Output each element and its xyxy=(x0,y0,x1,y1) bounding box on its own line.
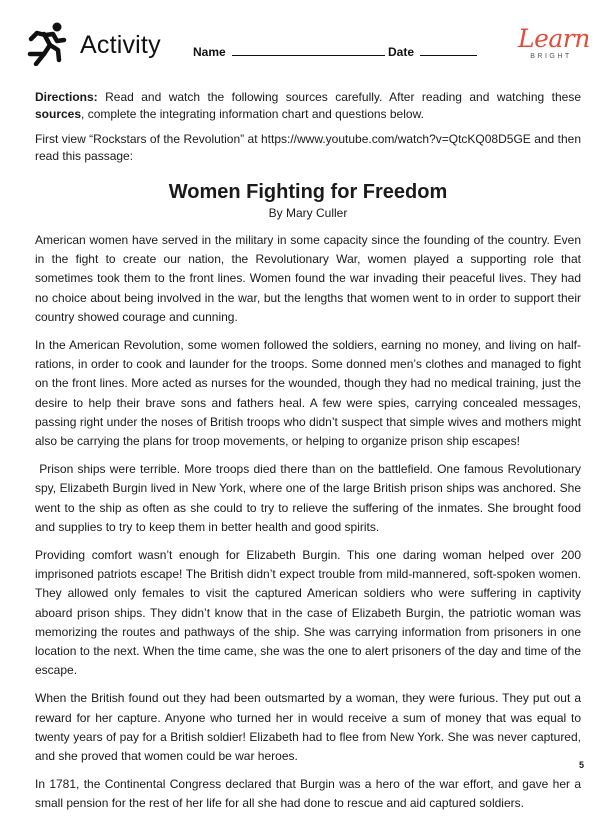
first-view-instruction: First view “Rockstars of the Revolution” at https://www.youtube.com/watch?v=QtcKQ08D5GE and then read this passage: xyxy=(35,132,581,163)
name-blank-line[interactable] xyxy=(232,45,385,56)
page-content xyxy=(35,89,581,823)
passage-paragraph-1: American women have served in the military in some capacity since the founding of the country. Even in the fight to create our nation, the Revolutionary War, women played a supporting role that sometimes took them to the front lines. Women found the war invading their peaceful lives. They had no choice about being involved in the war, but the lengths that women went to in order to support their country showed courage and cunning. xyxy=(35,233,581,324)
passage-title: Women Fighting for Freedom xyxy=(168,181,448,203)
directions-text-1: Read and watch the following sources carefully. After reading and watching these xyxy=(97,90,581,104)
directions-highlight: sources xyxy=(35,106,82,121)
passage-paragraph-5: When the British found out they had been outsmarted by a woman, they were furious. They put out a reward for her capture. Anyone who turned her in would receive a sum of money that was equal to twenty years of pay for a British soldier! Elizabeth had to flee from New York. She was never captured, and she proved that women could be war heroes. xyxy=(35,691,581,764)
date-blank-line[interactable] xyxy=(420,45,477,56)
page-number: 5 xyxy=(578,760,584,770)
name-label: Name xyxy=(193,45,226,59)
date-field xyxy=(388,45,477,59)
logo-learn-text: Learn xyxy=(518,24,590,53)
name-field xyxy=(193,45,385,59)
logo-bright-text: BRIGHT xyxy=(530,53,572,60)
passage-paragraph-2: In the American Revolution, some women followed the soldiers, earning no money, and living on half-rations, in order to cook and launder for the troops. Some donned men’s clothes and managed to fight on the front lines. More acted as nurses for the wounded, though they had no medical training, just the desire to help their brave sons and fathers heal. A few were spies, carrying concealed messages, passing right under the noses of British troops who didn’t suspect that simple wives and mothers might also be carrying the plans for troop movements, or helping to organize prison ship escapes! xyxy=(35,338,581,449)
learn-bright-logo xyxy=(518,24,590,60)
directions-text-2: , complete the integrating information chart and questions below. xyxy=(81,106,424,121)
page-header xyxy=(0,0,612,80)
directions xyxy=(35,89,581,122)
activity-title: Activity xyxy=(80,31,161,59)
running-person-icon xyxy=(24,20,74,66)
date-label: Date xyxy=(388,45,415,59)
passage-paragraph-3: Prison ships were terrible. More troops died there than on the battlefield. One famous Revolutionary spy, Elizabeth Burgin lived in New York, where one of the large British prison ships was anchored. She went to the ship as often as she could to try to relieve the suffering of the inmates. She brought food and supplies to try to keep them in better health and good spirits. xyxy=(35,462,581,534)
passage-paragraph-6: In 1781, the Continental Congress declared that Burgin was a hero of the war effort, and gave her a small pension for the rest of her life for all she had done to rescue and aid captured soldiers. xyxy=(35,777,581,811)
passage-byline: By Mary Culler xyxy=(268,206,348,220)
passage-paragraph-4: Providing comfort wasn’t enough for Elizabeth Burgin. This one daring woman helped over 200 imprisoned patriots escape! The British didn’t expect trouble from mild-mannered, soft-spoken women. They allowed only females to visit the captured American soldiers who were suffering in captivity aboard prison ships. They didn’t know that in the case of Elizabeth Burgin, the patriotic woman was memorizing the routes and pathways of the ship. She was carrying information from prisoners in one location to the next. When the time came, she was the one to alert prisoners of the day and time of the escape. xyxy=(35,548,581,678)
directions-label: Directions: xyxy=(35,90,98,104)
